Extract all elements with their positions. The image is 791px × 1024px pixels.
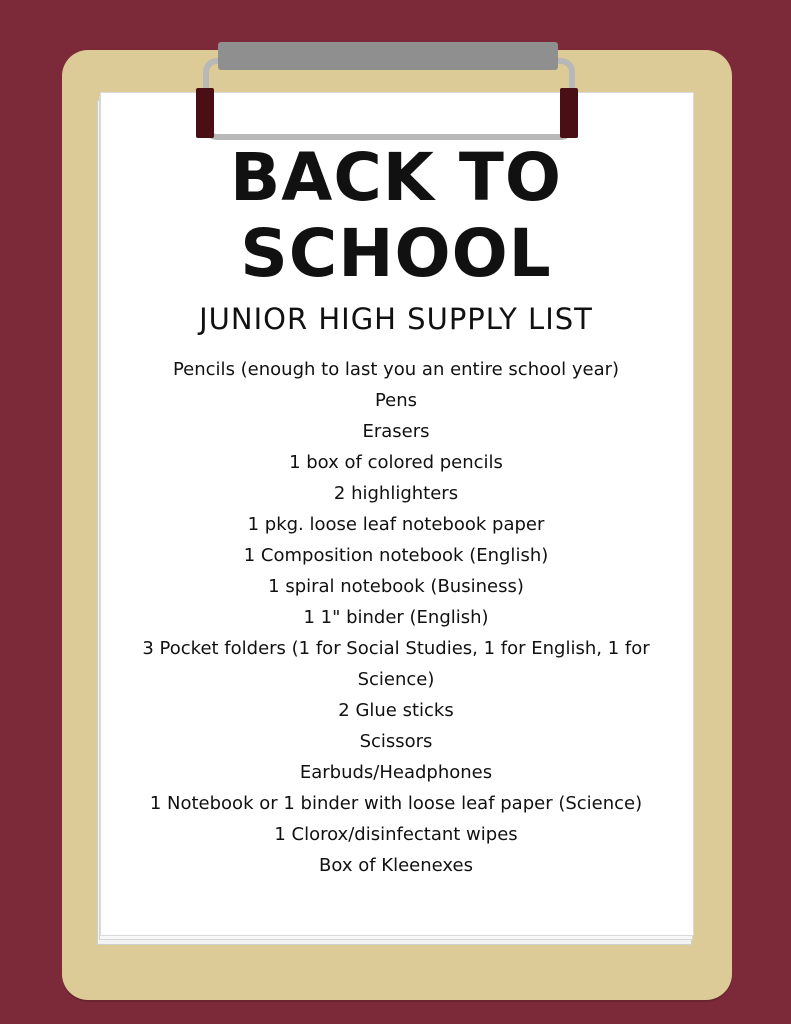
list-item: 1 Clorox/disinfectant wipes [274, 823, 518, 845]
list-item: 3 Pocket folders (1 for Social Studies, 1 for English, 1 for Science) [142, 637, 650, 690]
clip-wire [203, 58, 575, 140]
list-item: Pens [374, 389, 418, 411]
list-item: Erasers [362, 420, 430, 442]
list-item: Earbuds/Headphones [299, 761, 493, 783]
list-item: 2 highlighters [333, 482, 459, 504]
list-item: Scissors [359, 730, 433, 752]
list-item: 1 pkg. loose leaf notebook paper [247, 513, 545, 535]
list-item: 1 spiral notebook (Business) [268, 575, 524, 597]
list-item: Box of Kleenexes [319, 854, 473, 876]
clip-tab-right [560, 88, 578, 138]
list-item: 1 1" binder (English) [303, 606, 489, 628]
page-title: BACK TO SCHOOL [229, 139, 563, 292]
supply-list-content [100, 140, 692, 881]
supply-list [100, 354, 692, 881]
page-subtitle: JUNIOR HIGH SUPPLY LIST [199, 301, 593, 336]
list-item: 1 Composition notebook (English) [243, 544, 549, 566]
list-item: Pencils (enough to last you an entire school year) [172, 358, 620, 380]
clip-tab-left [196, 88, 214, 138]
list-item: 1 box of colored pencils [289, 451, 503, 473]
clipboard-clip [218, 42, 558, 70]
list-item: 1 Notebook or 1 binder with loose leaf paper (Science) [149, 792, 643, 814]
list-item: 2 Glue sticks [338, 699, 454, 721]
